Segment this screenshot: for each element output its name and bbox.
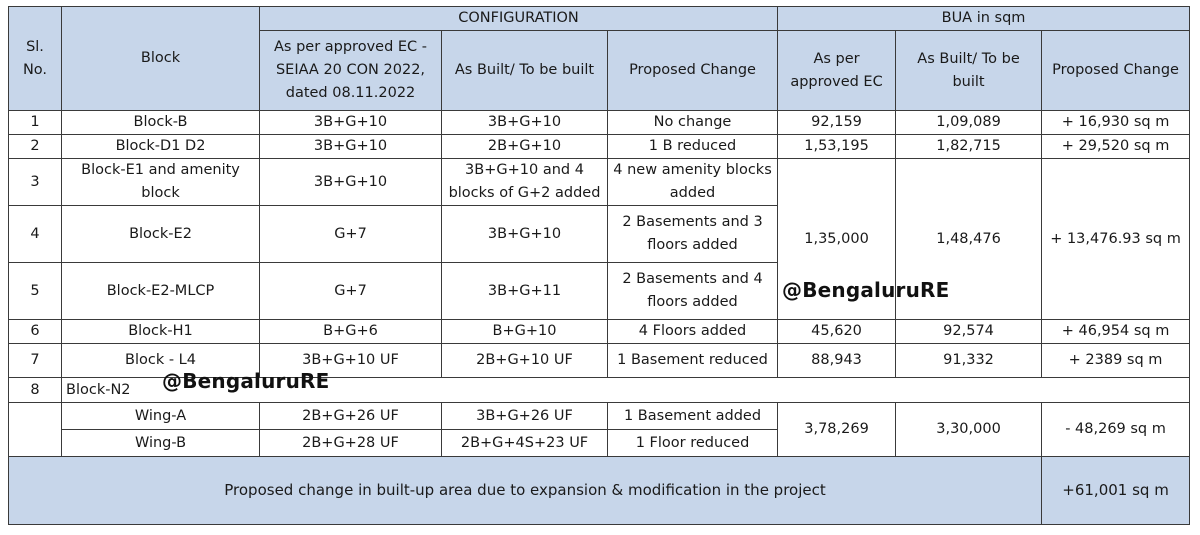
cell-cfg-change: 4 new amenity blocks added bbox=[608, 159, 778, 206]
header-bua-ec: As per approved EC bbox=[778, 31, 896, 111]
cell-cfg-change: 4 Floors added bbox=[608, 320, 778, 344]
cell-bua-ec: 92,159 bbox=[778, 111, 896, 135]
cell-bua-built-merged: 1,48,476 bbox=[896, 159, 1042, 320]
cell-sl: 8 bbox=[9, 378, 62, 403]
cell-cfg-built: 3B+G+10 bbox=[442, 206, 608, 263]
cell-cfg-built: 3B+G+10 bbox=[442, 111, 608, 135]
cell-cfg-built: B+G+10 bbox=[442, 320, 608, 344]
table-row bbox=[9, 403, 1190, 430]
footer-total: +61,001 sq m bbox=[1042, 457, 1190, 525]
cell-cfg-built: 3B+G+26 UF bbox=[442, 403, 608, 430]
header-sl-no: Sl. No. bbox=[9, 7, 62, 111]
bua-configuration-table bbox=[8, 6, 1190, 525]
cell-cfg-built: 3B+G+10 and 4 blocks of G+2 added bbox=[442, 159, 608, 206]
header-bua-built: As Built/ To be built bbox=[896, 31, 1042, 111]
cell-sl: 1 bbox=[9, 111, 62, 135]
watermark-text: @BengaluruRE bbox=[782, 278, 950, 302]
cell-cfg-change: 1 Basement reduced bbox=[608, 344, 778, 378]
cell-sl-empty bbox=[9, 403, 62, 457]
header-configuration: CONFIGURATION bbox=[260, 7, 778, 31]
cell-sl: 7 bbox=[9, 344, 62, 378]
cell-block: Wing-B bbox=[62, 430, 260, 457]
cell-block: Block-E2-MLCP bbox=[62, 263, 260, 320]
cell-bua-ec-merged: 3,78,269 bbox=[778, 403, 896, 457]
footer-row bbox=[9, 457, 1190, 525]
cell-cfg-ec: B+G+6 bbox=[260, 320, 442, 344]
cell-block: Block-H1 bbox=[62, 320, 260, 344]
cell-block: Block-D1 D2 bbox=[62, 135, 260, 159]
cell-block: Block-E2 bbox=[62, 206, 260, 263]
header-cfg-change: Proposed Change bbox=[608, 31, 778, 111]
cell-bua-ec-merged: 1,35,000 bbox=[778, 159, 896, 320]
cell-cfg-change: No change bbox=[608, 111, 778, 135]
cell-sl: 3 bbox=[9, 159, 62, 206]
header-bua-change: Proposed Change bbox=[1042, 31, 1190, 111]
header-cfg-ec: As per approved EC - SEIAA 20 CON 2022, dated 08.11.2022 bbox=[260, 31, 442, 111]
cell-block: Block-E1 and amenity block bbox=[62, 159, 260, 206]
cell-block: Block-B bbox=[62, 111, 260, 135]
cell-cfg-change: 1 B reduced bbox=[608, 135, 778, 159]
header-block: Block bbox=[62, 7, 260, 111]
cell-cfg-ec: G+7 bbox=[260, 263, 442, 320]
cell-block: Wing-A bbox=[62, 403, 260, 430]
cell-bua-change: + 29,520 sq m bbox=[1042, 135, 1190, 159]
cell-cfg-change: 1 Basement added bbox=[608, 403, 778, 430]
cell-block: Block - L4 bbox=[62, 344, 260, 378]
cell-sl: 5 bbox=[9, 263, 62, 320]
table-row bbox=[9, 159, 1190, 206]
cell-cfg-ec: 2B+G+26 UF bbox=[260, 403, 442, 430]
header-cfg-built: As Built/ To be built bbox=[442, 31, 608, 111]
cell-bua-built: 1,09,089 bbox=[896, 111, 1042, 135]
cell-sl: 2 bbox=[9, 135, 62, 159]
cell-cfg-built: 2B+G+4S+23 UF bbox=[442, 430, 608, 457]
cell-sl: 4 bbox=[9, 206, 62, 263]
cell-cfg-change: 2 Basements and 3 floors added bbox=[608, 206, 778, 263]
cell-sl: 6 bbox=[9, 320, 62, 344]
cell-bua-change-merged: + 13,476.93 sq m bbox=[1042, 159, 1190, 320]
cell-cfg-ec: 2B+G+28 UF bbox=[260, 430, 442, 457]
cell-cfg-ec: 3B+G+10 UF bbox=[260, 344, 442, 378]
table-row bbox=[9, 320, 1190, 344]
cell-cfg-ec: G+7 bbox=[260, 206, 442, 263]
cell-block-n2: Block-N2 bbox=[62, 378, 1190, 403]
cell-bua-change: + 2389 sq m bbox=[1042, 344, 1190, 378]
cell-bua-built: 92,574 bbox=[896, 320, 1042, 344]
header-bua: BUA in sqm bbox=[778, 7, 1190, 31]
table-row bbox=[9, 111, 1190, 135]
cell-cfg-ec: 3B+G+10 bbox=[260, 111, 442, 135]
cell-cfg-change: 1 Floor reduced bbox=[608, 430, 778, 457]
cell-cfg-built: 2B+G+10 UF bbox=[442, 344, 608, 378]
cell-cfg-change: 2 Basements and 4 floors added bbox=[608, 263, 778, 320]
cell-bua-change: + 46,954 sq m bbox=[1042, 320, 1190, 344]
cell-bua-change-merged: - 48,269 sq m bbox=[1042, 403, 1190, 457]
cell-bua-built: 1,82,715 bbox=[896, 135, 1042, 159]
footer-label: Proposed change in built-up area due to expansion & modification in the project bbox=[9, 457, 1042, 525]
table-row bbox=[9, 135, 1190, 159]
cell-cfg-ec: 3B+G+10 bbox=[260, 135, 442, 159]
cell-bua-change: + 16,930 sq m bbox=[1042, 111, 1190, 135]
cell-bua-built-merged: 3,30,000 bbox=[896, 403, 1042, 457]
cell-bua-built: 91,332 bbox=[896, 344, 1042, 378]
cell-cfg-built: 3B+G+11 bbox=[442, 263, 608, 320]
cell-cfg-built: 2B+G+10 bbox=[442, 135, 608, 159]
cell-cfg-ec: 3B+G+10 bbox=[260, 159, 442, 206]
cell-bua-ec: 88,943 bbox=[778, 344, 896, 378]
cell-bua-ec: 45,620 bbox=[778, 320, 896, 344]
watermark-text: @BengaluruRE bbox=[162, 369, 330, 393]
cell-bua-ec: 1,53,195 bbox=[778, 135, 896, 159]
